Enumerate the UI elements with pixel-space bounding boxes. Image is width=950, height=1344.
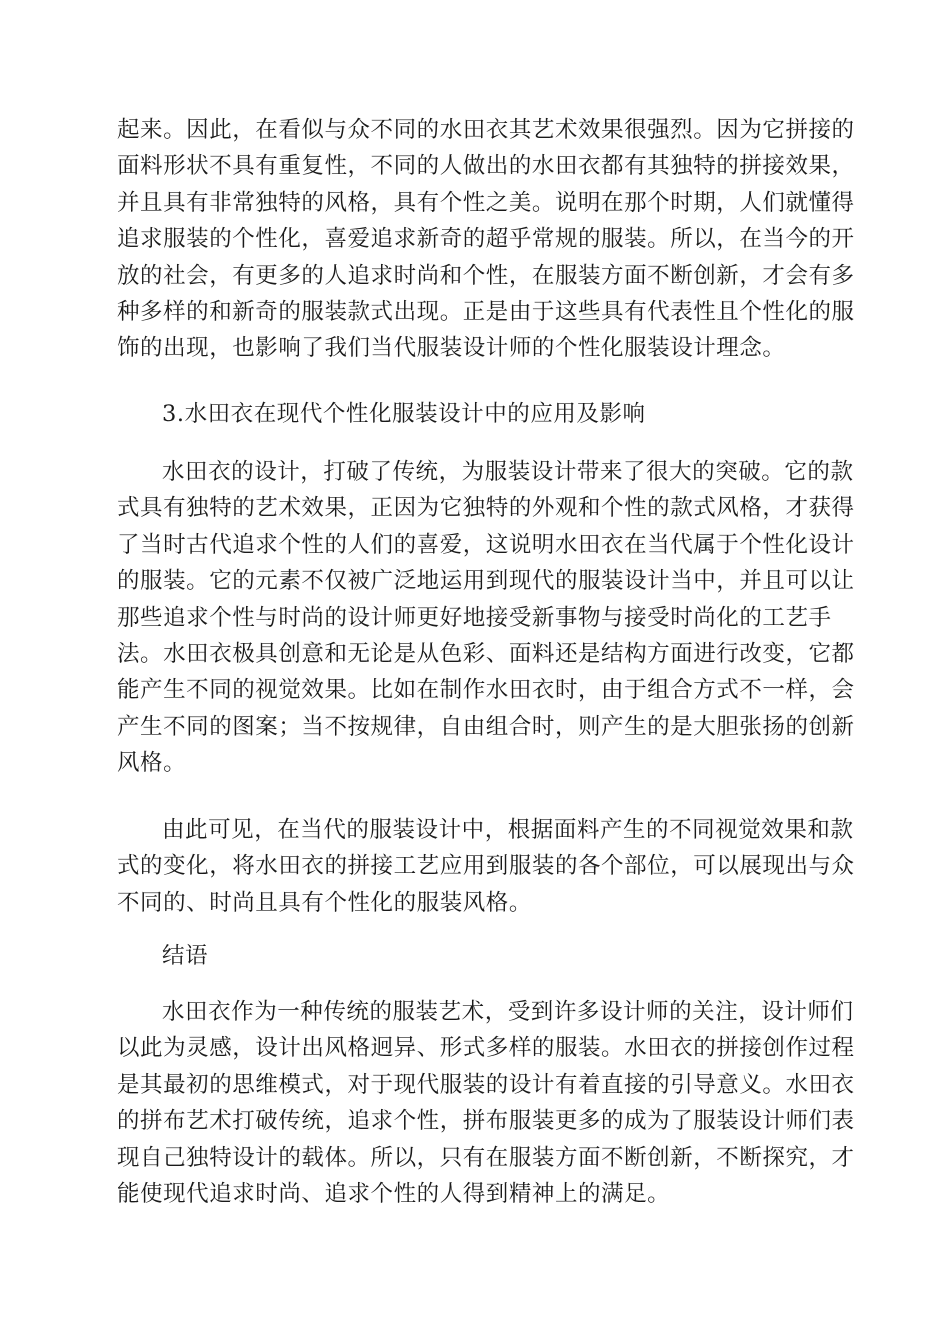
paragraph-line: 水田衣作为一种传统的服装艺术，受到许多设计师的关注，设计师们 [162,999,854,1025]
paragraph-line: 了当时古代追求个性的人们的喜爱，这说明水田衣在当代属于个性化设计 [117,531,855,558]
paragraph-line: 能使现代追求时尚、追求个性的人得到精神上的满足。 [117,1180,671,1207]
paragraph-line: 产生不同的图案；当不按规律，自由组合时，则产生的是大胆张扬的创新 [117,713,855,740]
paragraph-application [117,454,855,782]
paragraph-line: 能产生不同的视觉效果。比如在制作水田衣时，由于组合方式不一样，会 [117,677,855,704]
section-heading [117,396,837,432]
paragraph-line: 那些追求个性与时尚的设计师更好地接受新事物与接受时尚化的工艺手 [117,604,832,631]
paragraph-line: 风格。 [117,750,187,777]
conclusion-heading-text: 结语 [162,943,209,969]
paragraph-conclusion [117,994,855,1212]
paragraph-line: 式具有独特的艺术效果，正因为它独特的外观和个性的款式风格，才获得 [117,495,855,522]
paragraph-line: 以此为灵感，设计出风格迥异、形式多样的服装。水田衣的拼接创作过程 [117,1035,855,1062]
paragraph-line: 水田衣的设计，打破了传统，为服装设计带来了很大的突破。它的款 [162,459,854,485]
paragraph-line: 种多样的和新奇的服装款式出现。正是由于这些具有代表性且个性化的服 [117,298,855,325]
paragraph-line: 是其最初的思维模式，对于现代服装的设计有着直接的引导意义。水田衣 [117,1071,855,1098]
paragraph-line: 放的社会，有更多的人追求时尚和个性，在服装方面不断创新，才会有多 [117,262,855,289]
paragraph-line: 式的变化，将水田衣的拼接工艺应用到服装的各个部位，可以展现出与众 [117,853,855,880]
paragraph-line: 不同的、时尚且具有个性化的服装风格。 [117,889,532,916]
paragraph-line: 起来。因此，在看似与众不同的水田衣其艺术效果很强烈。因为它拼接的 [117,117,855,143]
conclusion-heading [117,938,837,974]
paragraph-line: 追求服装的个性化，喜爱追求新奇的超乎常规的服装。所以，在当今的开 [117,226,855,253]
paragraph-summary [117,812,855,921]
paragraph-continuation [117,112,855,367]
paragraph-line: 法。水田衣极具创意和无论是从色彩、面料还是结构方面进行改变，它都 [117,640,855,667]
paragraph-line: 饰的出现，也影响了我们当代服装设计师的个性化服装设计理念。 [117,335,786,362]
section-heading-text: 3.水田衣在现代个性化服装设计中的应用及影响 [162,401,646,427]
paragraph-line: 的服装。它的元素不仅被广泛地运用到现代的服装设计当中，并且可以让 [117,568,855,595]
paragraph-line: 的拼布艺术打破传统，追求个性，拼布服装更多的成为了服装设计师们表 [117,1108,855,1135]
paragraph-line: 由此可见，在当代的服装设计中，根据面料产生的不同视觉效果和款 [162,817,854,843]
paragraph-line: 面料形状不具有重复性，不同的人做出的水田衣都有其独特的拼接效果， [117,153,855,180]
paragraph-line: 并且具有非常独特的风格，具有个性之美。说明在那个时期，人们就懂得 [117,189,855,216]
paragraph-line: 现自己独特设计的载体。所以，只有在服装方面不断创新，不断探究，才 [117,1144,855,1171]
